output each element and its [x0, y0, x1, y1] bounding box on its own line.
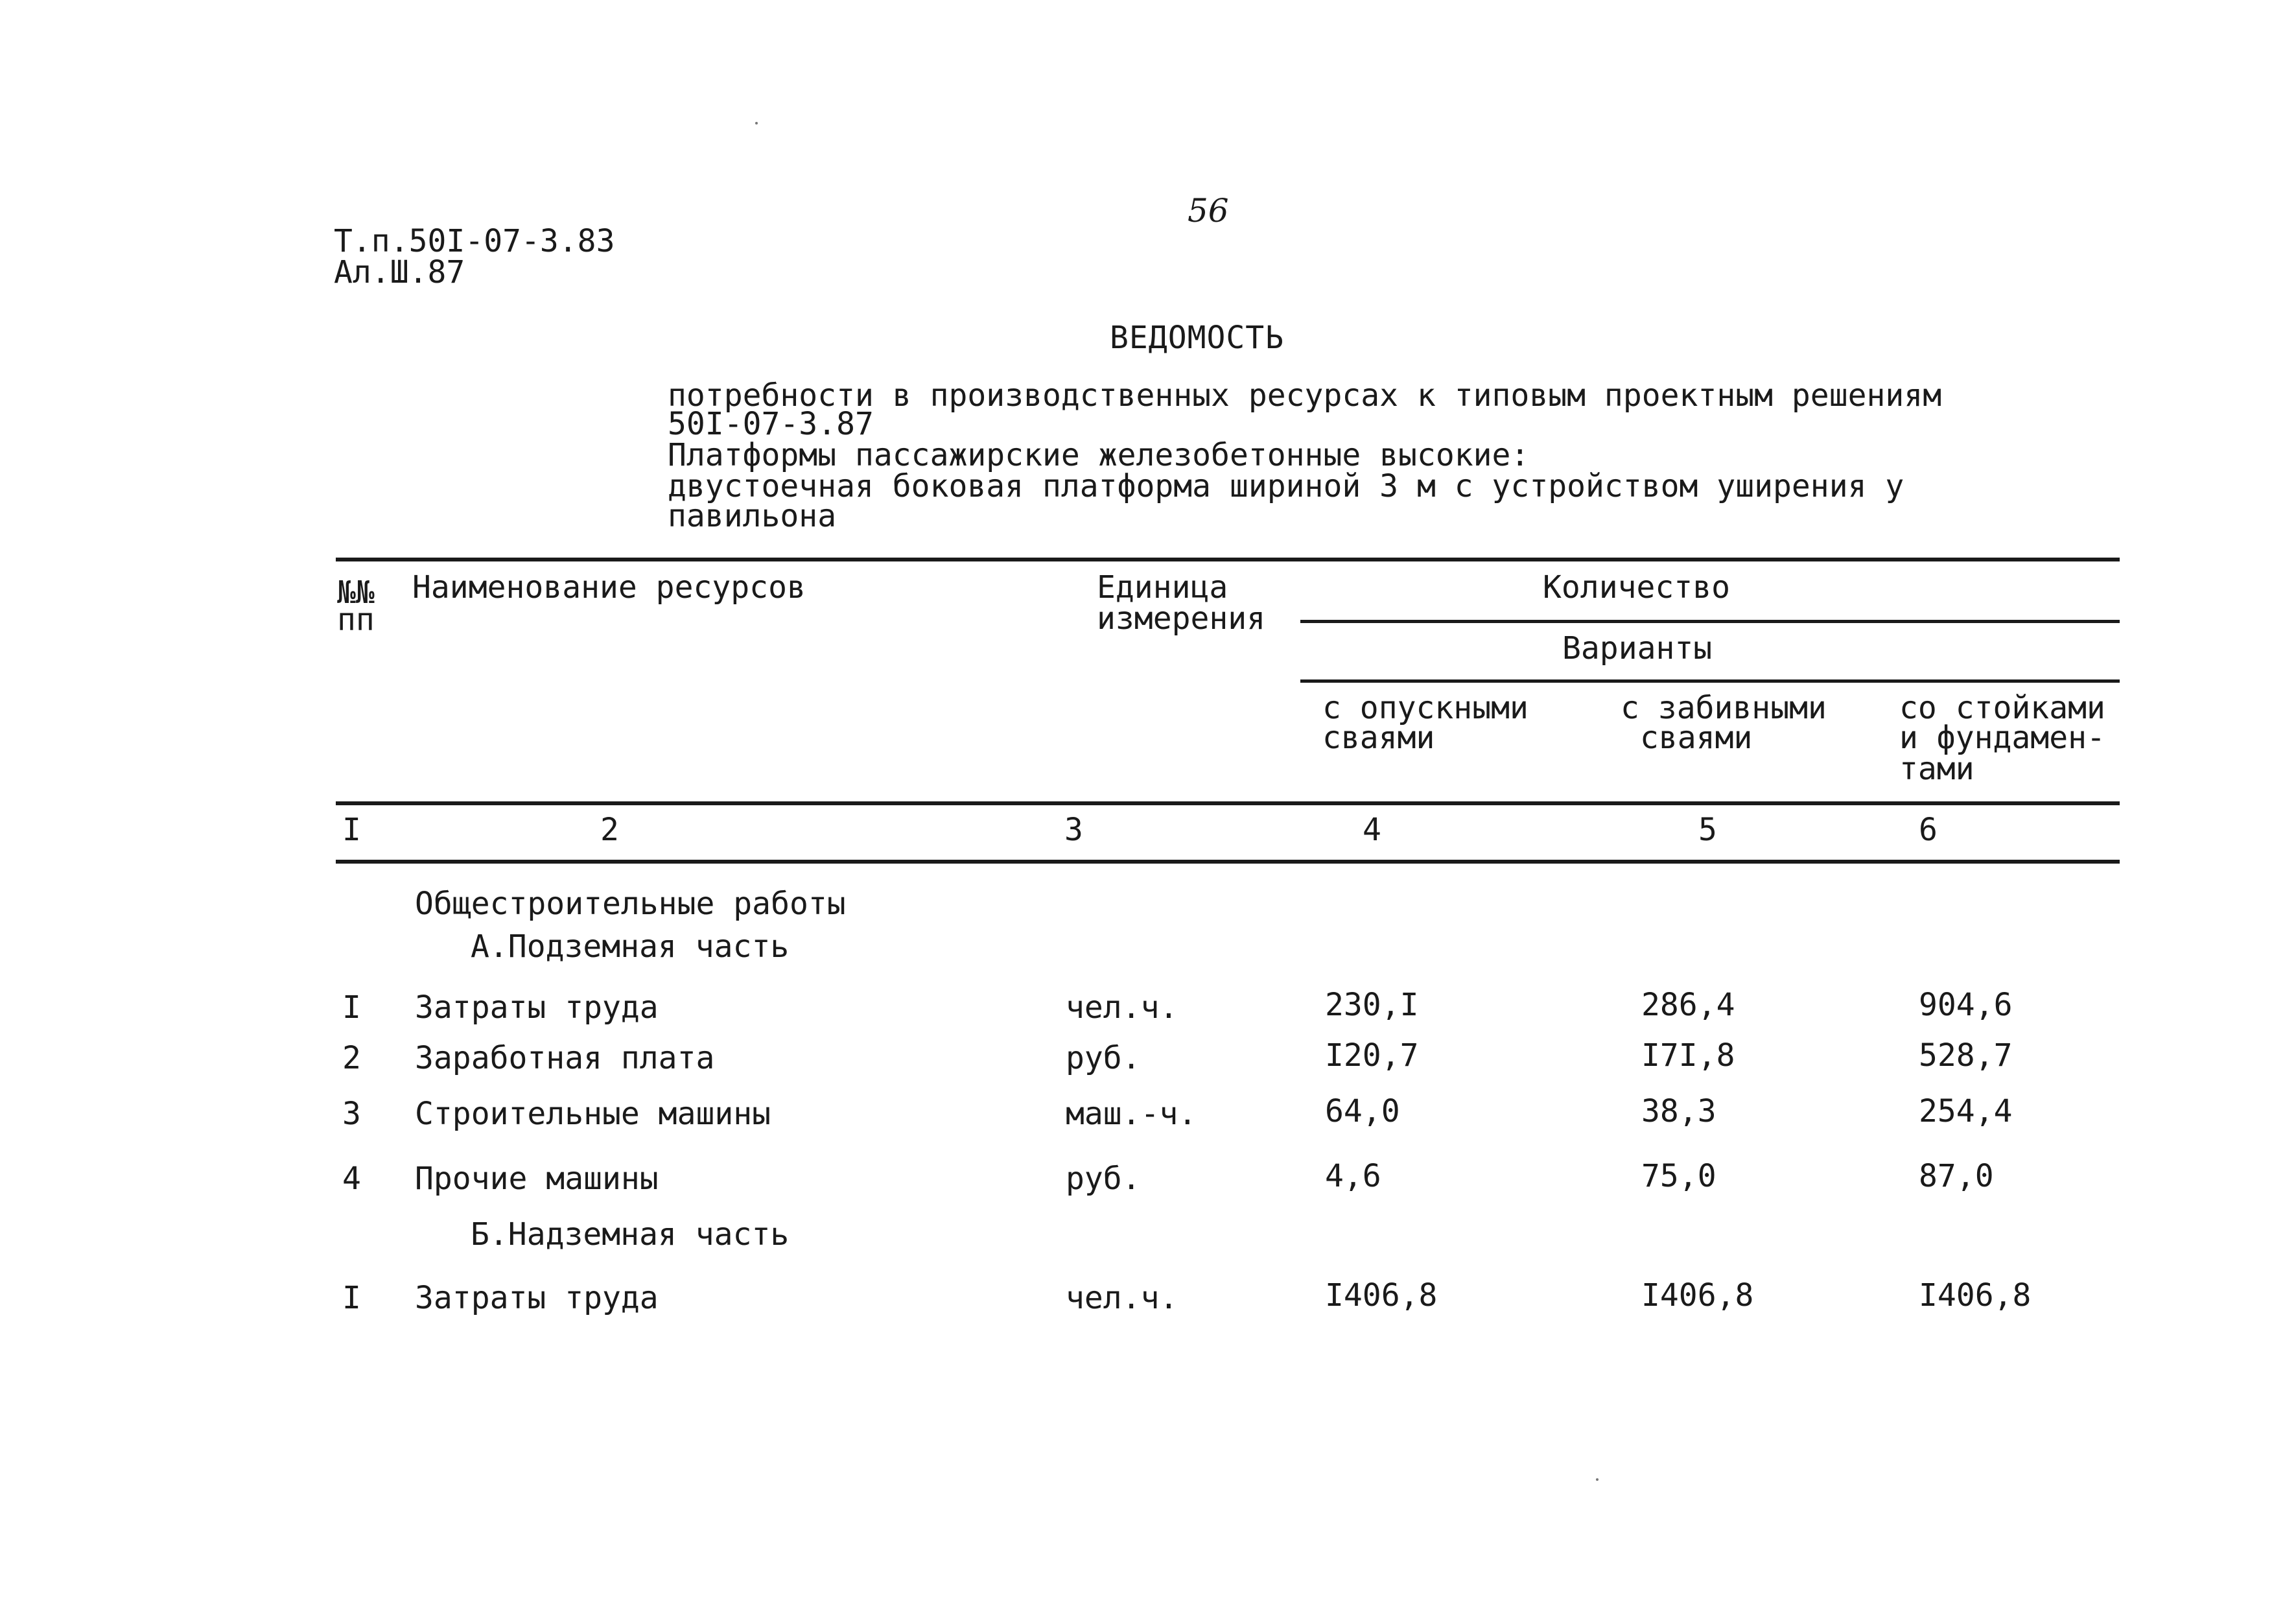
col-number-4: 4 [1363, 812, 1381, 848]
row-unit: чел.ч. [1066, 1280, 1178, 1316]
row-value-v3: 904,6 [1919, 987, 2013, 1023]
subtitle-line5: павильона [668, 498, 837, 534]
row-value-v2: 75,0 [1641, 1158, 1716, 1194]
header-unit-line1: Единица [1097, 569, 1228, 606]
row-value-v2: 286,4 [1641, 987, 1735, 1023]
row-value-v2: I406,8 [1641, 1277, 1754, 1314]
doc-ref-line1: Т.п.50I-07-3.83 [334, 223, 615, 259]
header-num-line1: №№ [337, 574, 375, 611]
row-unit: маш.-ч. [1066, 1096, 1197, 1132]
header-quantity: Количество [1543, 569, 1730, 606]
col-numbers-rule [336, 860, 2120, 864]
doc-ref-line2: Ал.Ш.87 [334, 254, 465, 290]
section-heading: Общестроительные работы [415, 886, 846, 922]
page-number: 56 [1188, 192, 1229, 230]
row-value-v1: I20,7 [1325, 1037, 1419, 1074]
variants-rule [1300, 679, 2120, 683]
scan-speck [1596, 1478, 1599, 1481]
row-value-v3: 87,0 [1919, 1158, 1994, 1194]
header-name: Наименование ресурсов [412, 569, 806, 606]
subsection-b-heading: Б.Надземная часть [471, 1216, 790, 1253]
subtitle-line4: двустоечная боковая платформа шириной 3 м с устройством уширения у [668, 468, 1904, 504]
row-num: I [342, 1280, 361, 1316]
header-variant1-line2: сваями [1322, 720, 1435, 756]
row-num: I [342, 989, 361, 1026]
header-variant3-line2: и фундамен- [1899, 720, 2105, 756]
header-num-line2: пп [337, 602, 375, 638]
row-num: 2 [342, 1040, 361, 1076]
row-name: Заработная плата [415, 1040, 715, 1076]
row-name: Затраты труда [415, 989, 659, 1026]
col-number-1: I [342, 812, 361, 848]
header-variant2-line2: сваями [1640, 720, 1753, 756]
col-number-5: 5 [1698, 812, 1717, 848]
subtitle-line1: потребности в производственных ресурсах к типовым проектным решениям [668, 377, 1942, 414]
row-name: Затраты труда [415, 1280, 659, 1316]
row-value-v1: 4,6 [1325, 1158, 1381, 1194]
subtitle-line2: 50I-07-3.87 [668, 406, 874, 442]
row-value-v1: 230,I [1325, 987, 1419, 1023]
quantity-rule [1300, 620, 2120, 623]
col-number-3: 3 [1064, 812, 1083, 848]
row-value-v2: 38,3 [1641, 1093, 1716, 1129]
col-number-2: 2 [600, 812, 619, 848]
row-value-v3: 254,4 [1919, 1093, 2013, 1129]
header-variant3-line3: тами [1899, 751, 1974, 787]
header-unit-line2: измерения [1097, 600, 1266, 637]
row-unit: руб. [1066, 1161, 1141, 1197]
document-title: ВЕДОМОСТЬ [1110, 320, 1285, 356]
row-unit: чел.ч. [1066, 989, 1178, 1026]
col-number-6: 6 [1919, 812, 1938, 848]
header-variants: Варианты [1562, 630, 1713, 667]
row-name: Строительные машины [415, 1096, 771, 1132]
scan-speck [755, 122, 758, 124]
row-name: Прочие машины [415, 1161, 659, 1197]
row-value-v3: 528,7 [1919, 1037, 2013, 1074]
subtitle-line3: Платформы пассажирские железобетонные высокие: [668, 437, 1530, 473]
row-unit: руб. [1066, 1040, 1141, 1076]
row-value-v1: 64,0 [1325, 1093, 1400, 1129]
header-variant3-line1: со стойками [1899, 690, 2105, 726]
header-variant2-line1: с забивными [1621, 690, 1827, 726]
table-top-rule [336, 558, 2120, 561]
header-bottom-rule [336, 801, 2120, 805]
row-num: 4 [342, 1161, 361, 1197]
row-value-v2: I7I,8 [1641, 1037, 1735, 1074]
row-value-v1: I406,8 [1325, 1277, 1438, 1314]
header-variant1-line1: с опускными [1322, 690, 1529, 726]
row-value-v3: I406,8 [1919, 1277, 2032, 1314]
subsection-a-heading: А.Подземная часть [471, 928, 790, 965]
row-num: 3 [342, 1096, 361, 1132]
